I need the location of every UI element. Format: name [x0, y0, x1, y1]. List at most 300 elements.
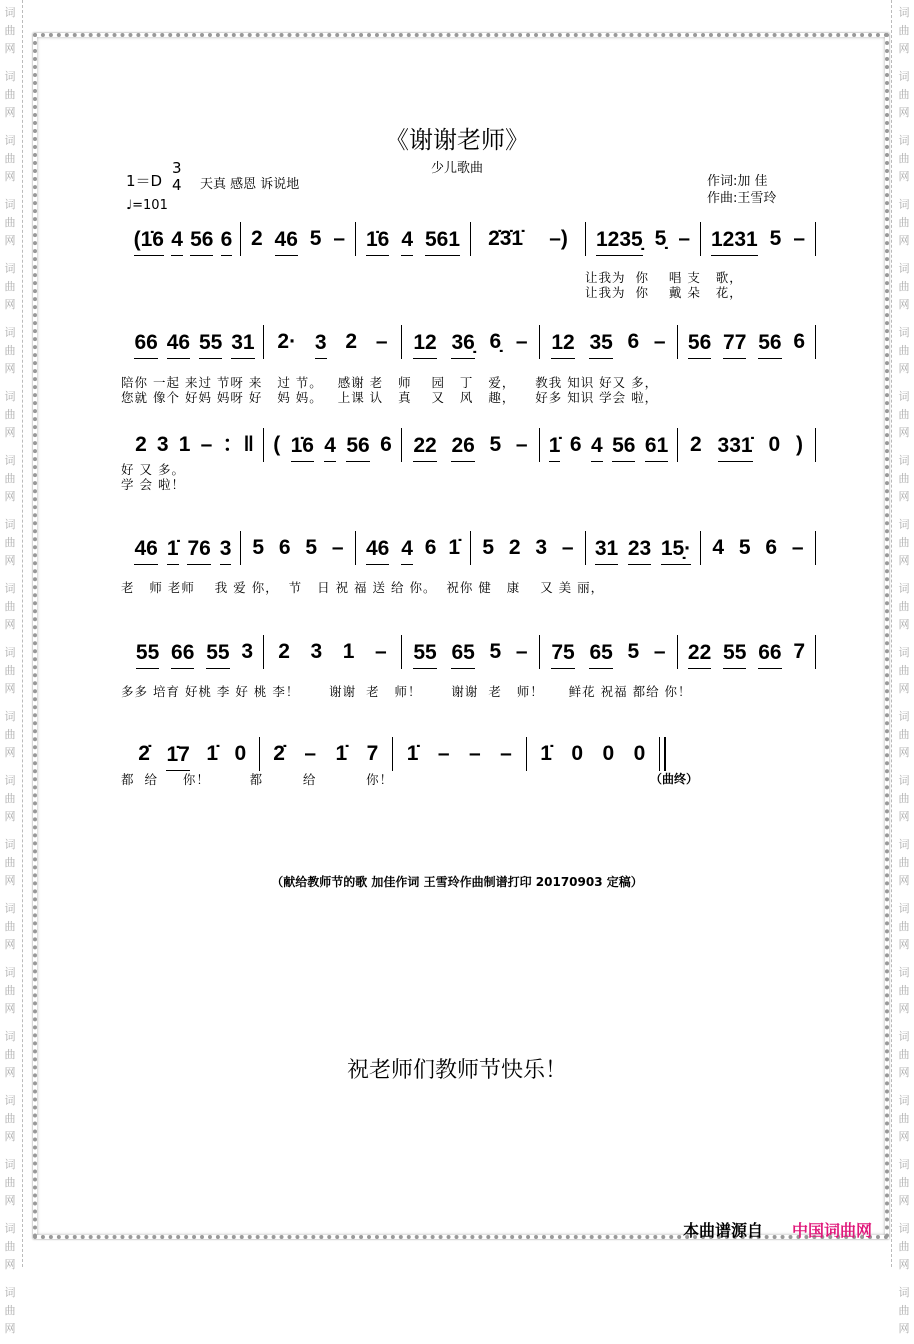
note: –	[331, 536, 344, 559]
measure	[402, 428, 539, 462]
note: 12	[551, 329, 574, 359]
note: 12	[413, 329, 436, 359]
watermark-char: 词	[898, 390, 910, 403]
note: 3	[220, 535, 232, 565]
watermark-char: 网	[898, 1194, 910, 1207]
watermark-char: 曲	[4, 664, 16, 677]
watermark-char: 曲	[4, 280, 16, 293]
note: –	[375, 330, 388, 353]
watermark-char: 曲	[898, 1112, 910, 1125]
watermark-char: 网	[4, 554, 16, 567]
note: 3	[535, 536, 548, 559]
watermark-char: 词	[898, 582, 910, 595]
note: –	[437, 742, 450, 765]
watermark-char: 曲	[898, 216, 910, 229]
watermark-char: 网	[898, 746, 910, 759]
note: 31	[231, 329, 254, 359]
note: 5	[305, 536, 318, 559]
watermark-char: 网	[4, 874, 16, 887]
watermark-char: 网	[4, 1130, 16, 1143]
note: (	[273, 433, 281, 456]
note: –	[653, 640, 666, 663]
note: 76	[187, 535, 210, 565]
staff-line	[126, 635, 816, 669]
watermark-char: 曲	[898, 472, 910, 485]
watermark-char: 曲	[4, 1176, 16, 1189]
watermark-char: 曲	[4, 216, 16, 229]
watermark-char: 曲	[898, 792, 910, 805]
measure	[126, 428, 263, 462]
note: 1̇6	[366, 226, 389, 256]
watermark-char: 网	[4, 170, 16, 183]
note: 5	[309, 227, 322, 250]
watermark-char: 曲	[4, 152, 16, 165]
watermark-char: 网	[898, 106, 910, 119]
note: 61	[645, 432, 668, 462]
measure	[678, 635, 815, 669]
watermark-char: 词	[898, 902, 910, 915]
watermark-char: 词	[4, 6, 16, 19]
watermark-char: 曲	[898, 152, 910, 165]
watermark-char: 网	[898, 1130, 910, 1143]
note: 1̇	[448, 536, 461, 559]
watermark-char: 网	[898, 618, 910, 631]
note: 7	[793, 640, 806, 663]
note: 6	[569, 433, 582, 456]
watermark-char: 网	[4, 1066, 16, 1079]
note: 2	[278, 640, 290, 663]
watermark-char: 曲	[4, 88, 16, 101]
time-bottom: 4	[172, 176, 182, 194]
watermark-char: 网	[4, 618, 16, 631]
measure	[356, 222, 470, 256]
note: 56	[688, 329, 711, 359]
note: 4	[401, 535, 413, 565]
end-mark: （曲终）	[650, 772, 699, 786]
note: 3	[315, 329, 327, 359]
watermark-char: 曲	[4, 920, 16, 933]
watermark-char: 曲	[4, 856, 16, 869]
watermark-char: 网	[898, 938, 910, 951]
watermark-char: 网	[4, 490, 16, 503]
watermark-char: 词	[898, 1222, 910, 1235]
watermark-char: 网	[898, 874, 910, 887]
note: 46	[275, 226, 298, 256]
time-top: 3	[172, 159, 182, 177]
source-label: 本曲谱源自	[683, 1221, 764, 1240]
watermark-char: 网	[898, 554, 910, 567]
song-title: 《谢谢老师》	[385, 126, 529, 154]
watermark-char: 网	[898, 682, 910, 695]
note: 6	[765, 536, 778, 559]
staff-line	[126, 428, 816, 462]
watermark-char: 曲	[4, 536, 16, 549]
note: –	[561, 536, 574, 559]
watermark-char: 曲	[898, 88, 910, 101]
watermark-char: 词	[4, 966, 16, 979]
watermark-char: 词	[898, 326, 910, 339]
measure	[241, 222, 355, 256]
measure	[126, 531, 240, 565]
source-site-link[interactable]: 中国词曲网	[792, 1221, 873, 1240]
note: (1̇6	[134, 226, 164, 256]
watermark-char: 词	[4, 646, 16, 659]
watermark-char: 词	[898, 70, 910, 83]
watermark-left	[2, 0, 18, 1344]
watermark-char: 曲	[4, 24, 16, 37]
note: 56	[612, 432, 635, 462]
watermark-char: 词	[4, 454, 16, 467]
watermark-char: 词	[4, 1286, 16, 1299]
measure	[393, 737, 526, 771]
watermark-char: 网	[4, 42, 16, 55]
note: 6	[627, 330, 640, 353]
lyrics-verse-1: 都 给 你！ 都 给 你！	[121, 772, 394, 787]
key-signature: 1＝D	[126, 172, 163, 190]
note: 0	[768, 433, 781, 456]
note: 6	[380, 433, 392, 456]
measure	[402, 325, 539, 359]
note: 1̇	[406, 742, 419, 765]
watermark-char: 词	[898, 710, 910, 723]
watermark-char: 曲	[4, 408, 16, 421]
note: 6	[793, 330, 806, 353]
watermark-char: 网	[4, 682, 16, 695]
watermark-char: 曲	[4, 1048, 16, 1061]
barline	[815, 222, 816, 256]
watermark-char: 词	[898, 262, 910, 275]
watermark-char: 曲	[4, 1240, 16, 1253]
expression-mark: 天真 感恩 诉说地	[200, 177, 300, 192]
watermark-char: 网	[898, 170, 910, 183]
note: 56	[190, 226, 213, 256]
note: 4	[401, 226, 413, 256]
measure	[471, 222, 585, 256]
note: 36̣	[451, 329, 474, 359]
note: 5	[489, 640, 502, 663]
note: 331̇	[718, 432, 753, 462]
watermark-char: 词	[898, 1286, 910, 1299]
note: 75	[551, 639, 574, 669]
note: 0	[633, 742, 646, 765]
note: 2̇	[138, 742, 150, 765]
note: 0	[602, 742, 615, 765]
watermark-char: 网	[4, 234, 16, 247]
watermark-char: 词	[4, 262, 16, 275]
watermark-char: 词	[4, 710, 16, 723]
note: 55	[206, 639, 229, 669]
watermark-char: 网	[898, 362, 910, 375]
watermark-char: 曲	[898, 984, 910, 997]
watermark-char: 词	[4, 902, 16, 915]
note: 5̣	[654, 227, 667, 250]
measure	[126, 222, 240, 256]
note: 1̇	[167, 535, 179, 565]
note: 55	[723, 639, 746, 669]
watermark-char: 网	[898, 810, 910, 823]
lyrics-verse-1: 多多 培育 好桃 李 好 桃 李！ 谢谢 老 师！ 谢谢 老 师！ 鲜花 祝福 都给 你！	[121, 684, 692, 699]
measure	[527, 737, 660, 771]
watermark-char: 词	[4, 582, 16, 595]
watermark-char: 曲	[898, 920, 910, 933]
measure	[586, 531, 700, 565]
note: 0	[234, 742, 247, 765]
note: ：‖	[222, 433, 254, 456]
note: –	[678, 227, 691, 250]
note: 1	[178, 433, 191, 456]
note: –	[515, 330, 528, 353]
lyrics-verse-1: 陪你 一起 来过 节呀 来 过 节。 感谢 老 师 园 丁 爱， 教我 知识 好又 多，	[121, 375, 659, 390]
watermark-char: 网	[898, 1002, 910, 1015]
note: 3	[156, 433, 169, 456]
watermark-char: 网	[4, 1194, 16, 1207]
note: 2	[345, 330, 358, 353]
lyrics-verse-2: 让我为 你 戴 朵 花，	[585, 285, 743, 300]
watermark-char: 曲	[898, 536, 910, 549]
measure	[678, 325, 815, 359]
watermark-char: 网	[4, 1002, 16, 1015]
note: –	[793, 227, 806, 250]
note: –	[375, 640, 387, 663]
watermark-char: 曲	[4, 472, 16, 485]
watermark-char: 网	[898, 1066, 910, 1079]
measure	[586, 222, 700, 256]
note: 4	[324, 432, 336, 462]
note: –	[515, 433, 528, 456]
note: 5	[489, 433, 502, 456]
watermark-char: 曲	[898, 344, 910, 357]
note: 7	[366, 742, 379, 765]
measure	[402, 635, 539, 669]
watermark-char: 网	[4, 746, 16, 759]
note: –	[468, 742, 481, 765]
staff-line	[126, 531, 816, 565]
note: –	[515, 640, 528, 663]
watermark-char: 网	[898, 1322, 910, 1335]
watermark-char: 曲	[898, 1048, 910, 1061]
note: 66	[134, 329, 157, 359]
watermark-char: 曲	[898, 856, 910, 869]
barline	[659, 737, 666, 771]
note: 6	[221, 226, 233, 256]
note: 56	[346, 432, 369, 462]
watermark-char: 词	[4, 1158, 16, 1171]
watermark-char: 网	[898, 1258, 910, 1271]
note: 1235̣	[596, 226, 643, 256]
note: 46	[134, 535, 157, 565]
note: 1̇7	[166, 741, 189, 771]
note: 55	[136, 639, 159, 669]
note: 6̣	[489, 330, 502, 353]
watermark-char: 网	[898, 426, 910, 439]
note: –)	[549, 227, 568, 250]
watermark-char: 曲	[898, 600, 910, 613]
note: 0	[571, 742, 584, 765]
watermark-char: 曲	[4, 1304, 16, 1317]
watermark-char: 曲	[898, 24, 910, 37]
note: –	[304, 742, 317, 765]
note: 31	[595, 535, 618, 565]
measure	[540, 428, 677, 462]
staff-line	[126, 737, 666, 771]
watermark-char: 曲	[4, 984, 16, 997]
note: 2̇3̇1̇	[488, 227, 524, 250]
note: 65	[451, 639, 474, 669]
watermark-char: 网	[4, 938, 16, 951]
lyricist: 作词:加 佳	[707, 174, 768, 189]
watermark-char: 网	[4, 426, 16, 439]
barline	[815, 635, 816, 669]
note: 22	[413, 432, 436, 462]
note: –	[200, 433, 213, 456]
lyrics-verse-1: 好 又 多。	[121, 462, 185, 477]
note: 1231	[711, 226, 758, 256]
watermark-char: 网	[4, 106, 16, 119]
watermark-char: 网	[898, 234, 910, 247]
note: 4	[712, 536, 725, 559]
lyrics-verse-2: 您就 像个 好妈 妈呀 好 妈 妈。 上课 认 真 又 风 趣， 好多 知识 学会 啦，	[121, 390, 659, 405]
watermark-char: 词	[898, 134, 910, 147]
measure	[701, 222, 815, 256]
lyrics-verse-1: 让我为 你 唱 支 歌，	[585, 270, 743, 285]
note: 5	[482, 536, 495, 559]
watermark-char: 词	[4, 70, 16, 83]
note: 35	[589, 329, 612, 359]
watermark-char: 词	[4, 518, 16, 531]
note: 23	[628, 535, 651, 565]
measure	[260, 737, 393, 771]
watermark-char: 网	[4, 1258, 16, 1271]
watermark-char: 词	[898, 966, 910, 979]
watermark-char: 曲	[898, 408, 910, 421]
measure	[540, 325, 677, 359]
watermark-right	[896, 0, 912, 1344]
time-signature	[172, 160, 182, 194]
watermark-char: 曲	[898, 664, 910, 677]
note: –	[791, 536, 804, 559]
note: 15̣·	[661, 535, 691, 565]
note: 4	[171, 226, 183, 256]
watermark-char: 网	[4, 1322, 16, 1335]
watermark-char: 曲	[898, 280, 910, 293]
footer-note: （献给教师节的歌 加佳作词 王雪玲作曲制谱打印 20170903 定稿）	[271, 875, 643, 889]
watermark-char: 曲	[4, 344, 16, 357]
watermark-char: 曲	[898, 1176, 910, 1189]
watermark-char: 词	[898, 1094, 910, 1107]
note: 46	[167, 329, 190, 359]
watermark-char: 词	[4, 326, 16, 339]
note: 77	[723, 329, 746, 359]
note: 561	[425, 226, 460, 256]
watermark-char: 词	[4, 390, 16, 403]
measure	[264, 428, 401, 462]
measure	[678, 428, 815, 462]
note: 5	[252, 536, 265, 559]
note: 2	[689, 433, 702, 456]
measure	[356, 531, 470, 565]
watermark-char: 曲	[898, 728, 910, 741]
watermark-char: 词	[898, 6, 910, 19]
song-subtitle: 少儿歌曲	[430, 161, 483, 176]
note: 1̇	[206, 742, 219, 765]
barline	[815, 428, 816, 462]
watermark-char: 词	[898, 838, 910, 851]
watermark-char: 词	[898, 198, 910, 211]
note: 46	[366, 535, 389, 565]
watermark-char: 词	[4, 1222, 16, 1235]
note: 3	[310, 640, 323, 663]
watermark-char: 曲	[4, 728, 16, 741]
composer: 作曲:王雪玲	[707, 191, 777, 206]
note: 5	[738, 536, 751, 559]
staff-line	[126, 222, 816, 256]
watermark-char: 词	[898, 518, 910, 531]
watermark-char: 网	[4, 362, 16, 375]
measure	[126, 635, 263, 669]
watermark-char: 曲	[898, 1240, 910, 1253]
tempo-mark: ♩=101	[126, 198, 168, 213]
note: 1̇	[549, 432, 561, 462]
watermark-char: 词	[898, 454, 910, 467]
barline	[815, 325, 816, 359]
watermark-char: 词	[4, 198, 16, 211]
note: 65	[589, 639, 612, 669]
note: 5	[769, 227, 782, 250]
watermark-char: 网	[4, 810, 16, 823]
note: 1	[342, 640, 355, 663]
watermark-char: 曲	[898, 1304, 910, 1317]
measure	[540, 635, 677, 669]
note: –	[333, 227, 346, 250]
watermark-char: 曲	[4, 600, 16, 613]
note: 3	[241, 640, 254, 663]
watermark-char: 词	[898, 774, 910, 787]
note: 56	[758, 329, 781, 359]
note: 1̇6	[291, 432, 314, 462]
note: 66	[171, 639, 194, 669]
watermark-char: 曲	[4, 792, 16, 805]
note: 55	[199, 329, 222, 359]
watermark-char: 曲	[4, 1112, 16, 1125]
watermark-char: 词	[898, 1030, 910, 1043]
note: 22	[688, 639, 711, 669]
watermark-char: 网	[4, 298, 16, 311]
barline	[815, 531, 816, 565]
note: 66	[758, 639, 781, 669]
note: 4	[591, 432, 603, 462]
note: )	[796, 433, 804, 456]
note: 6	[424, 536, 437, 559]
note: 6	[278, 536, 291, 559]
note: 2·	[277, 330, 297, 353]
watermark-char: 词	[4, 134, 16, 147]
staff-line	[126, 325, 816, 359]
measure	[241, 531, 355, 565]
note: 2̇	[273, 742, 285, 765]
measure	[126, 737, 259, 771]
note: 2	[135, 433, 147, 456]
note: 1̇	[335, 742, 348, 765]
watermark-char: 词	[4, 1094, 16, 1107]
watermark-char: 网	[898, 42, 910, 55]
note: 2	[250, 227, 263, 250]
watermark-char: 词	[4, 838, 16, 851]
lyrics-verse-1: 老 师 老师 我 爱 你， 节 日 祝 福 送 给 你。 祝你 健 康 又 美 丽，	[121, 580, 605, 595]
note: 2	[508, 536, 521, 559]
note: 1̇	[540, 742, 552, 765]
watermark-char: 网	[898, 490, 910, 503]
note: 55	[413, 639, 436, 669]
